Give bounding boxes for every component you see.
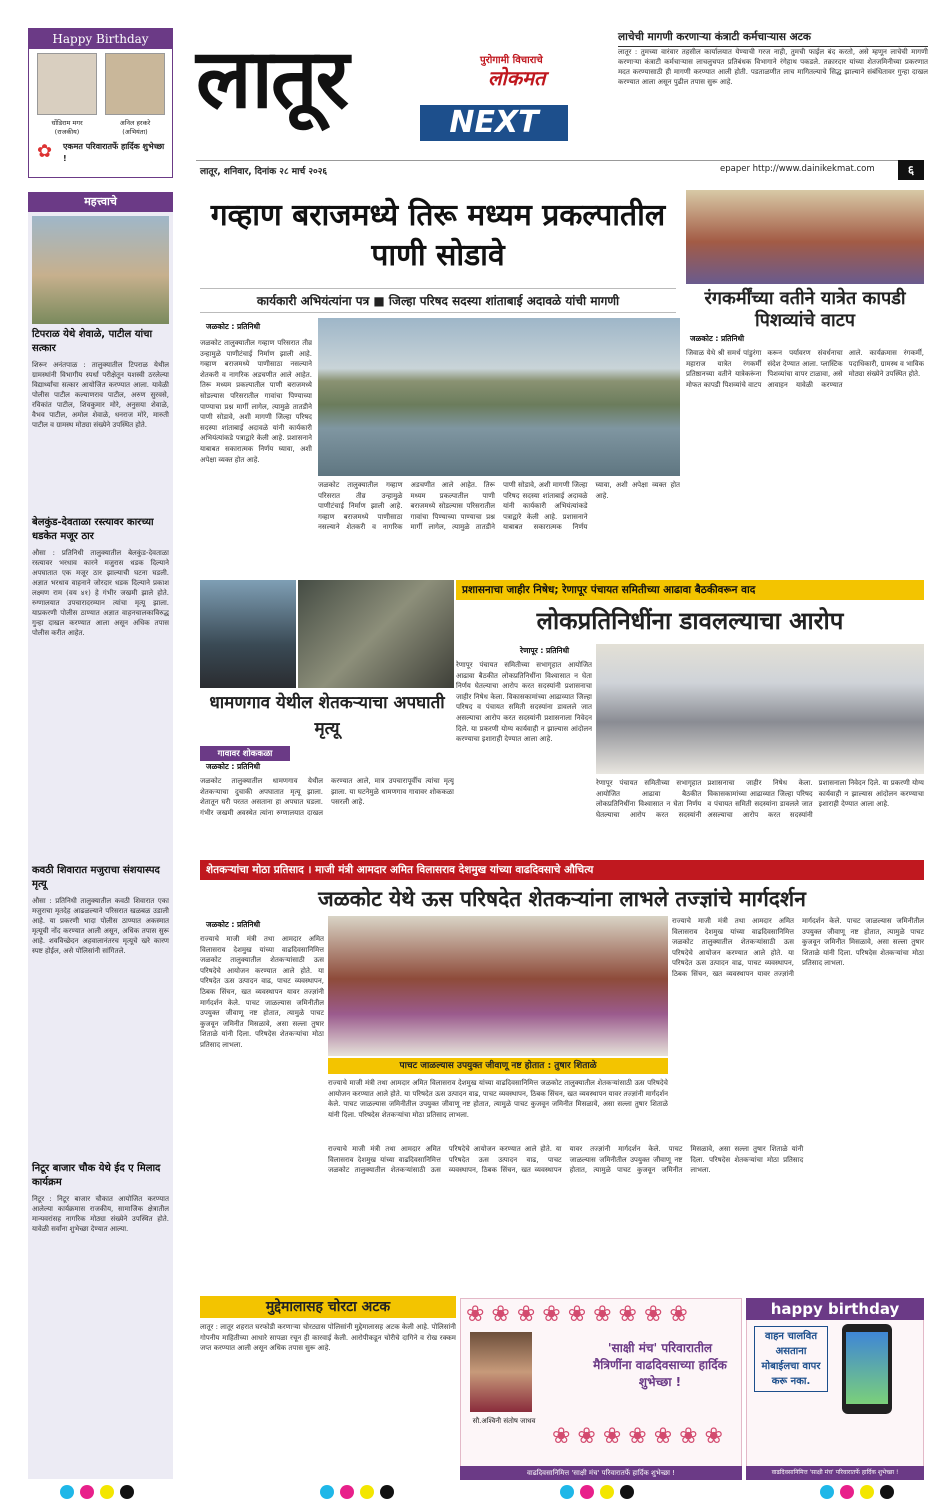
birthday-title: Happy Birthday [29,29,172,49]
accident-kicker: गावावर शोककळा [200,746,290,761]
masthead-title: लातूर [196,32,348,127]
mobile-phone-icon [842,1324,892,1414]
brand-tagline: पुरोगामी विचाराचे [480,55,543,66]
cane-dateline: जळकोट : प्रतिनिधी [206,920,261,929]
cane-body-left: राज्याचे माजी मंत्री तथा आमदार अमित विलासराव देशमुख यांच्या वाढदिवसानिमित्त जळकोट तालुक्यातील शेतकऱ्यांसाठी ऊस परिषदेचे आयोजन करण्यात आले होते. या परिषदेत ऊस उत्पादन वाढ, पाचट व्यवस्थापन, ठिबक सिंचन, खत व्यवस्थापन यावर तज्ज्ञांनी मार्गदर्शन केले. पाचट जाळल्यास जमिनीतील उपयुक्त जीवाणू नष्ट होतात, त्यामुळे पाचट कुजवून जमिनीत मिसळावे, असा सल्ला तुषार शिताळे यांनी दिला. परिषदेस शेतकऱ्यांचा मोठा प्रतिसाद लाभला. [200,935,324,1049]
lead-body-bottom: जळकोट तालुक्यातील गव्हाण परिसरात तीव्र उन्हामुळे पाणीटंचाई निर्माण झाली आहे. गव्हाण बराजमध्ये पाणीसाठा नसल्याने शेतकरी व नागरिक अडचणीत आले आहेत. तिरू मध्यम प्रकल्पातील पाणी बराजमध्ये सोडल्यास परिसरातील गावांचा पिण्याच्या पाण्याचा प्रश्न मार्गी लागेल, त्यामुळे तातडीने पाणी सोडावे, अशी मागणी जिल्हा परिषद सदस्या शांताबाई अदावळे यांनी कार्यकारी अभियंत्यांकडे पत्राद्वारे केली आहे. प्रशासनाने याबाबत सकारात्मक निर्णय घ्यावा, अशी अपेक्षा व्यक्त होत आहे. [318,481,680,532]
flower-icon: ✿ [37,141,53,162]
sakshi-person: सौ.अश्विनी संतोष जाधव [472,1417,536,1425]
rose-icon: ❀ ❀ ❀ ❀ ❀ ❀ ❀ [552,1424,723,1449]
accident-body: जळकोट तालुक्यातील धामणगाव येथील शेतकऱ्याचा दुचाकी अपघातात मृत्यू झाला. शेतातून घरी परतत असताना हा अपघात घडला. गंभीर जखमी अवस्थेत त्यांना रुग्णालयात दाखल करण्यात आले, मात्र उपचारापूर्वीच त्यांचा मृत्यू झाला. या घटनेमुळे धामणगाव गावावर शोककळा पसरली आहे. [200,777,454,817]
yatra-headline: रंगकर्मींच्या वतीने यात्रेत कापडी पिशव्यांचे वाटप [704,288,906,331]
happy-ad: वाहन चालवित असताना मोबाईलचा वापर करू नका. [754,1326,828,1392]
renapur-photo [596,644,924,774]
lead-subhead: कार्यकारी अभियंत्यांना पत्र ■ जिल्हा परिषद सदस्या शांताबाई अदावळे यांची मागणी [200,288,676,313]
sidebar-item-title: टिपराळ येथे शेवाळे, पाटील यांचा सत्कार [32,329,153,354]
birthday-box [28,28,173,178]
magenta-dot [840,1485,854,1499]
cane-body-bottom: राज्याचे माजी मंत्री तथा आमदार अमित विलासराव देशमुख यांच्या वाढदिवसानिमित्त जळकोट तालुक्यातील शेतकऱ्यांसाठी ऊस परिषदेचे आयोजन करण्यात आले होते. या परिषदेत ऊस उत्पादन वाढ, पाचट व्यवस्थापन, ठिबक सिंचन, खत व्यवस्थापन यावर तज्ज्ञांनी मार्गदर्शन केले. पाचट जाळल्यास जमिनीतील उपयुक्त जीवाणू नष्ट होतात, त्यामुळे पाचट कुजवून जमिनीत मिसळावे, असा सल्ला तुषार शिताळे यांनी दिला. परिषदेस शेतकऱ्यांचा मोठा प्रतिसाद लाभला. [328,1145,804,1175]
accident-headline: धामणगाव येथील शेतकऱ्याचा अपघाती मृत्यू [209,693,445,739]
sidebar-item-body: औसा : प्रतिनिधी तालुक्यातील कवठी शिवारात एका मजुराचा मृतदेह आढळल्याने परिसरात खळबळ उडाली आहे. या प्रकरणी भादा पोलीस ठाण्यात अकस्मात मृत्यूची नोंद करण्यात आली असून, अधिक तपास सुरू आहे. शवविच्छेदन अहवालानंतरच मृत्यूचे खरे कारण स्पष्ट होईल, असे पोलिसांनी सांगितले. [32,897,169,955]
yellow-dot [600,1485,614,1499]
accident-photo-bike [298,580,454,688]
cane-body-right: राज्याचे माजी मंत्री तथा आमदार अमित विलासराव देशमुख यांच्या वाढदिवसानिमित्त जळकोट तालुक्यातील शेतकऱ्यांसाठी ऊस परिषदेचे आयोजन करण्यात आले होते. या परिषदेत ऊस उत्पादन वाढ, पाचट व्यवस्थापन, ठिबक सिंचन, खत व्यवस्थापन यावर तज्ज्ञांनी मार्गदर्शन केले. पाचट जाळल्यास जमिनीतील उपयुक्त जीवाणू नष्ट होतात, त्यामुळे पाचट कुजवून जमिनीत मिसळावे, असा सल्ला तुषार शिताळे यांनी दिला. परिषदेस शेतकऱ्यांचा मोठा प्रतिसाद लाभला. [672,917,924,978]
cane-caption: पाचट जाळल्यास उपयुक्त जीवाणू नष्ट होतात : तुषार शिताळे [328,1058,668,1074]
sidebar-item-title: निटूर बाजार चौक येथे ईद ए मिलाद कार्यक्रम [32,1163,161,1188]
yatra-photo [686,190,924,284]
happy-title: happy birthday [746,1298,924,1320]
birthday-role-2: (अभियंता) [122,128,148,136]
cyan-dot [60,1485,74,1499]
renapur-dateline: रेणापूर : प्रतिनिधी [520,646,570,655]
lead-body-left: जळकोट तालुक्यातील गव्हाण परिसरात तीव्र उन्हामुळे पाणीटंचाई निर्माण झाली आहे. गव्हाण बराजमध्ये पाणीसाठा नसल्याने शेतकरी व नागरिक अडचणीत आले आहेत. तिरू मध्यम प्रकल्पातील पाणी बराजमध्ये सोडल्यास परिसरातील गावांचा पिण्याच्या पाण्याचा प्रश्न मार्गी लागेल, त्यामुळे तातडीने पाणी सोडावे, अशी मागणी जिल्हा परिषद सदस्या शांताबाई अदावळे यांनी कार्यकारी अभियंत्यांकडे पत्राद्वारे केली आहे. प्रशासनाने याबाबत सकारात्मक निर्णय घ्यावा, अशी अपेक्षा व्यक्त होत आहे. [200,339,312,464]
epaper-url: epaper http://www.dainikekmat.com [720,164,875,174]
cane-headline: जळकोट येथे ऊस परिषदेत शेतकऱ्यांना लाभले तज्ज्ञांचे मार्गदर्शन [318,887,806,911]
rose-icon: ❀ ❀ ❀ ❀ ❀ ❀ ❀ ❀ ❀ [466,1302,688,1327]
yellow-dot [100,1485,114,1499]
black-dot [380,1485,394,1499]
magenta-dot [80,1485,94,1499]
registration-dots [0,1484,945,1501]
accident-photo-person [200,580,296,688]
black-dot [620,1485,634,1499]
phone-screen [846,1332,888,1404]
renapur-banner: प्रशासनाचा जाहीर निषेध; रेणापूर पंचायत समितीच्या आढावा बैठकीवरून वाद [456,580,924,600]
sakshi-photo [470,1332,532,1412]
brand-logo: लोकमत [488,66,546,90]
sidebar-item-body: शिरूर अनंतपाळ : तालुक्यातील टिपराळ येथील ग्रामस्थांनी विभागीय स्पर्धा परीक्षेतून यशस्वी ठरलेल्या विद्यार्थ्यांचा सत्कार आयोजित करण्यात आला. यावेळी पोलीस पाटील कल्याणराव पाटील, अरुण सुरवसे, रविकांत पाटील, शिवकुमार मोरे, अनुसया शेवाळे, वैभव पाटील, अमोल शेवाळे, धनराज मोरे, मारुती पाटील व ग्रामस्थ मोठ्या संख्येने उपस्थित होते. [32,361,169,429]
sidebar-item-title: बेलकुंड-देवताळा रस्त्यावर कारच्या धडकेत मजूर ठार [32,517,154,542]
birthday-role-1: (राजकीय) [54,128,80,136]
sidebar-photo [32,216,169,324]
theft-body: लातूर : लातूर शहरात घरफोडी करणाऱ्या चोरट्यास पोलिसांनी मुद्देमालासह अटक केली आहे. पोलिसांनी गोपनीय माहितीच्या आधारे सापळा रचून ही कारवाई केली. आरोपीकडून चोरीचे दागिने व रोख रक्कम जप्त करण्यात आली असून अधिक तपास सुरू आहे. [200,1323,456,1353]
theft-headline: मुद्देमालासह चोरटा अटक [200,1296,456,1318]
birthday-name-2: अनिल हरकरे [119,119,151,127]
yellow-dot [360,1485,374,1499]
lead-dateline: जळकोट : प्रतिनिधी [206,322,261,331]
masthead-next: NEXT [420,105,568,141]
sidebar-item-body: निटूर : निटूर बाजार चौकात आयोजित करण्यात आलेल्या कार्यक्रमास राजकीय, सामाजिक क्षेत्रातील मान्यवरांसह नागरिक मोठ्या संख्येने उपस्थित होते. यावेळी सर्वांना शुभेच्छा देण्यात आल्या. [32,1195,169,1233]
black-dot [120,1485,134,1499]
masthead-rule [196,160,924,161]
renapur-body-bottom: रेणापूर पंचायत समितीच्या सभागृहात आयोजित आढावा बैठकीत लोकप्रतिनिधींना विश्वासात न घेता निर्णय घेतल्याचा आरोप करत सदस्यांनी प्रशासनाचा जाहीर निषेध केला. विकासकामांच्या आढाव्यात जिल्हा परिषद व पंचायत समिती सदस्यांना डावलले जात असल्याचा आरोप करत सदस्यांनी प्रशासनाला निवेदन दिले. या प्रकरणी योग्य कार्यवाही न झाल्यास आंदोलन करण्याचा इशाराही देण्यात आला आहे. [596,779,924,819]
magenta-dot [580,1485,594,1499]
birthday-wish: एकमत परिवारातर्फे हार्दिक शुभेच्छा ! [63,142,165,163]
cyan-dot [560,1485,574,1499]
topright-body: लातूर : तुमच्या वारंवार तहसील कार्यालयात येण्याची गरज नाही, तुमची फाईल बंद करतो, असे म्हणून लाचेची मागणी करणाऱ्या कंत्राटी कर्मचाऱ्यास लाचलुचपत प्रतिबंधक विभागाने रंगेहाथ पकडले. तक्रारदार यांच्या शेतजमिनीच्या प्रकरणात मदत करण्यासाठी ही मागणी करण्यात आली होती. पडताळणीत लाच मागितल्याचे सिद्ध झाल्याने संबंधितावर गुन्हा दाखल करण्यात आला असून पुढील तपास सुरू आहे. [618,48,928,86]
lead-photo [318,318,680,476]
renapur-headline: लोकप्रतिनिधींना डावलल्याचा आरोप [536,607,844,635]
birthday-photo-1 [37,53,97,115]
magenta-dot [340,1485,354,1499]
happy-footer: वाढदिवसानिमित्त 'साक्षी मंच' परिवारातर्फे हार्दिक शुभेच्छा ! [746,1466,924,1480]
black-dot [880,1485,894,1499]
yellow-dot [860,1485,874,1499]
renapur-body-left: रेणापूर पंचायत समितीच्या सभागृहात आयोजित आढावा बैठकीत लोकप्रतिनिधींना विश्वासात न घेता निर्णय घेतल्याचा आरोप करत सदस्यांनी प्रशासनाचा जाहीर निषेध केला. विकासकामांच्या आढाव्यात जिल्हा परिषद व पंचायत समिती सदस्यांना डावलले जात असल्याचा आरोप करत सदस्यांनी प्रशासनाला निवेदन दिले. या प्रकरणी योग्य कार्यवाही न झाल्यास आंदोलन करण्याचा इशाराही देण्यात आला आहे. [456,661,592,744]
cyan-dot [820,1485,834,1499]
yatra-dateline: जळकोट : प्रतिनिधी [690,334,745,343]
sakshi-mancha: 'साक्षी मंच' परिवारातील मैत्रिणींना वाढदिवसाच्या हार्दिक शुभेच्छा ! [593,1341,727,1389]
lead-headline: गव्हाण बराजमध्ये तिरू मध्यम प्रकल्पातील पाणी सोडावे [210,198,666,273]
page-number: ६ [898,160,924,180]
sidebar-item-body: औसा : प्रतिनिधी तालुक्यातील बेलकुंड-देवताळा रस्त्यावर भरधाव कारने मजुरास धडक दिल्याने अपघातात एक मजूर ठार झाल्याची घटना घडली. अज्ञात भरधाव वाहनाने जोरदार धडक दिल्याने प्रकाश लक्ष्मण राम (वय ४१) हे गंभीर जखमी झाले होते. रुग्णालयात उपचारादरम्यान त्यांचा मृत्यू झाला. याप्रकरणी पोलीस ठाण्यात अज्ञात वाहनचालकाविरुद्ध गुन्हा दाखल करण्यात आला असून अधिक तपास पोलीस करीत आहेत. [32,549,169,637]
accident-dateline: जळकोट : प्रतिनिधी [206,762,261,771]
birthday-photo-2 [105,53,165,115]
cyan-dot [320,1485,334,1499]
cane-photo [328,916,668,1056]
cane-banner: शेतकऱ्यांचा मोठा प्रतिसाद । माजी मंत्री आमदार अमित विलासराव देशमुख यांच्या वाढदिवसाचे औचित्य [200,860,924,880]
masthead-dateline: लातूर, शनिवार, दिनांक २८ मार्च २०२६ [200,167,328,177]
topright-title: लाचेची मागणी करणाऱ्या कंत्राटी कर्मचाऱ्यास अटक [618,30,928,47]
sakshi-footer: वाढदिवसानिमित्त 'साक्षी मंच' परिवारातर्फे हार्दिक शुभेच्छा ! [460,1466,742,1480]
cane-body-mid: राज्याचे माजी मंत्री तथा आमदार अमित विलासराव देशमुख यांच्या वाढदिवसानिमित्त जळकोट तालुक्यातील शेतकऱ्यांसाठी ऊस परिषदेचे आयोजन करण्यात आले होते. या परिषदेत ऊस उत्पादन वाढ, पाचट व्यवस्थापन, ठिबक सिंचन, खत व्यवस्थापन यावर तज्ज्ञांनी मार्गदर्शन केले. पाचट जाळल्यास जमिनीतील उपयुक्त जीवाणू नष्ट होतात, त्यामुळे पाचट कुजवून जमिनीत मिसळावे, असा सल्ला तुषार शिताळे यांनी दिला. परिषदेस शेतकऱ्यांचा मोठा प्रतिसाद लाभला. [328,1079,668,1119]
sidebar-heading: महत्त्वाचे [28,192,173,212]
yatra-body: जिवाळ येथे श्री समर्थ पांडुरंगा महाराज यात्रेत रंगकर्मी प्रतिष्ठानच्या वतीने यात्रेकरूंना मोफत कापडी पिशव्यांचे वाटप करून पर्यावरण संवर्धनाचा संदेश देण्यात आला. प्लास्टिक पिशव्यांचा वापर टाळावा, असे आवाहन यावेळी करण्यात आले. कार्यक्रमास रंगकर्मी, पदाधिकारी, ग्रामस्थ व भाविक मोठ्या संख्येने उपस्थित होते. [686,349,924,389]
sidebar-item-title: कवठी शिवारात मजुराचा संशयास्पद मृत्यू [32,865,160,890]
birthday-name-1: धोंडिराम मगर [51,119,83,127]
